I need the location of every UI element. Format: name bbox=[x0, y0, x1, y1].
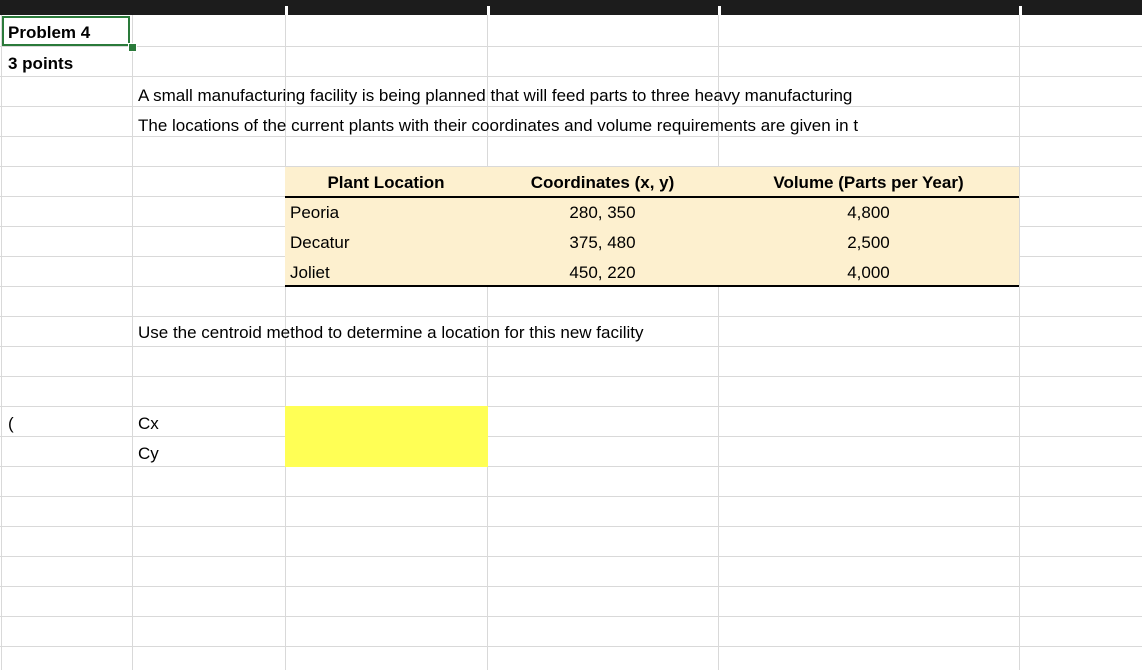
table-cell-volume[interactable]: 4,000 bbox=[847, 263, 890, 282]
table-cell-coordinates[interactable]: 450, 220 bbox=[569, 263, 636, 282]
column-line bbox=[132, 15, 133, 670]
column-line bbox=[1, 15, 2, 670]
row-line bbox=[0, 316, 1142, 317]
row-line bbox=[0, 436, 1142, 437]
column-divider-marker bbox=[1019, 6, 1022, 15]
row-line bbox=[0, 556, 1142, 557]
row-line bbox=[0, 46, 1142, 47]
column-divider-marker bbox=[285, 6, 288, 15]
row-line bbox=[0, 526, 1142, 527]
paren-cell[interactable]: ( bbox=[8, 414, 14, 433]
table-cell-plant[interactable]: Joliet bbox=[290, 263, 330, 282]
row-line bbox=[0, 76, 1142, 77]
column-divider-marker bbox=[487, 6, 490, 15]
description-line-2[interactable]: The locations of the current plants with their coordinates and volume requirements are given in t bbox=[138, 116, 859, 135]
points-label[interactable]: 3 points bbox=[8, 54, 74, 73]
column-divider-marker bbox=[718, 6, 721, 15]
table-header-volume[interactable]: Volume (Parts per Year) bbox=[773, 173, 964, 192]
fill-handle[interactable] bbox=[128, 43, 137, 52]
table-header-coordinates[interactable]: Coordinates (x, y) bbox=[530, 173, 675, 192]
row-line bbox=[0, 376, 1142, 377]
problem-label[interactable]: Problem 4 bbox=[8, 23, 91, 42]
cy-label[interactable]: Cy bbox=[138, 444, 159, 463]
table-cell-coordinates[interactable]: 280, 350 bbox=[569, 203, 636, 222]
table-cell-volume[interactable]: 4,800 bbox=[847, 203, 890, 222]
row-line bbox=[0, 466, 1142, 467]
row-line bbox=[0, 406, 1142, 407]
answer-cells[interactable] bbox=[285, 406, 488, 467]
table-cell-coordinates[interactable]: 375, 480 bbox=[569, 233, 636, 252]
table-cell-plant[interactable]: Decatur bbox=[290, 233, 350, 252]
row-line bbox=[0, 496, 1142, 497]
row-line bbox=[0, 616, 1142, 617]
cx-label[interactable]: Cx bbox=[138, 414, 159, 433]
row-line bbox=[0, 586, 1142, 587]
description-line-1[interactable]: A small manufacturing facility is being planned that will feed parts to three heavy manufacturing bbox=[138, 86, 853, 105]
table-header-plant[interactable]: Plant Location bbox=[327, 173, 445, 192]
table-cell-volume[interactable]: 2,500 bbox=[847, 233, 890, 252]
instruction-text[interactable]: Use the centroid method to determine a location for this new facility bbox=[138, 323, 644, 342]
row-line bbox=[0, 646, 1142, 647]
table-cell-plant[interactable]: Peoria bbox=[290, 203, 340, 222]
column-line bbox=[1019, 15, 1020, 670]
